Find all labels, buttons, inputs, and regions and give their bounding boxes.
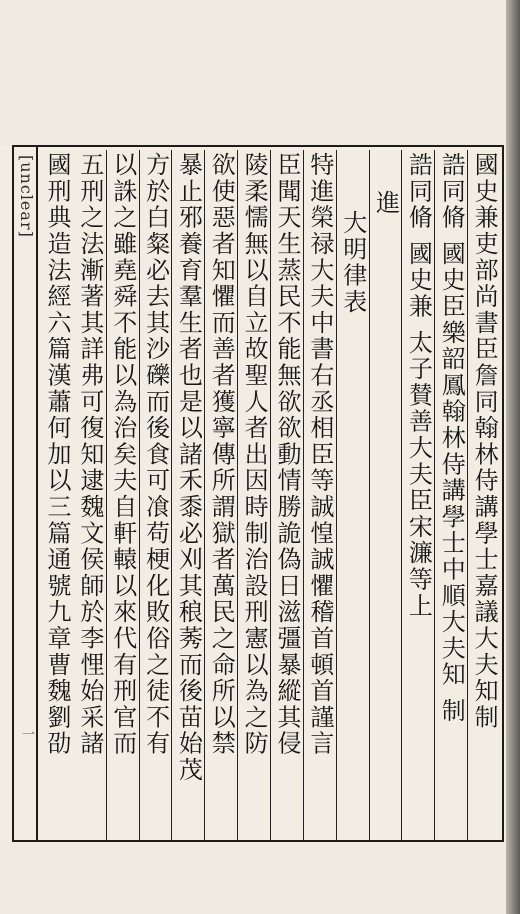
text-column-8: 陵柔懦無以自立故聖人者出因時制治設刑憲以為之防: [240, 152, 269, 757]
text-column-7: 臣聞天生蒸民不能無欲欲動情勝詭偽日滋彊暴縱其侵: [273, 152, 301, 757]
text-column-3: 誥同脩 國史兼 太子賛善大夫臣宋濂等上: [404, 152, 433, 619]
fold-column-page-number: 一: [19, 727, 34, 740]
text-column-4: 進: [371, 190, 400, 217]
text-column-12: 以誅之雖堯舜不能以為治矣夫自軒轅以來代有刑官而: [108, 152, 137, 757]
binding-edge: [506, 0, 520, 914]
text-column-1: 國史兼吏部尚書臣詹同翰林侍講學士嘉議大夫知制: [470, 152, 499, 731]
fold-column: [14, 147, 38, 840]
text-column-13: 五刑之法漸著其詳弗可復知逮魏文侯師於李悝始采諸: [75, 152, 104, 757]
text-column-14: 國刑典造法經六篇漢蕭何加以三篇通號九章曹魏劉劭: [43, 152, 71, 757]
text-column-11: 方於白粲必去其沙礫而後食可飡苟梗化敗俗之徒不有: [141, 152, 170, 757]
text-column-title: 大明律表: [338, 210, 367, 316]
text-column-2: 誥同脩 國史臣樂韶鳳翰林侍講學士中順大夫知 制: [437, 152, 466, 725]
column-rule: [369, 150, 370, 840]
text-column-9: 欲使惡者知懼而善者獲寧傳所謂獄者萬民之命所以禁: [207, 152, 236, 757]
text-column-10: 暴止邪養育羣生者也是以諸禾黍必刈其稂莠而後苗始茂: [174, 152, 203, 784]
fold-column-title: [unclear]: [17, 155, 36, 238]
bottom-margin: [0, 842, 520, 914]
text-column-6: 特進榮禄大夫中書右丞相臣等誠惶誠懼稽首頓首謹言: [305, 152, 334, 757]
top-margin: [0, 0, 520, 145]
